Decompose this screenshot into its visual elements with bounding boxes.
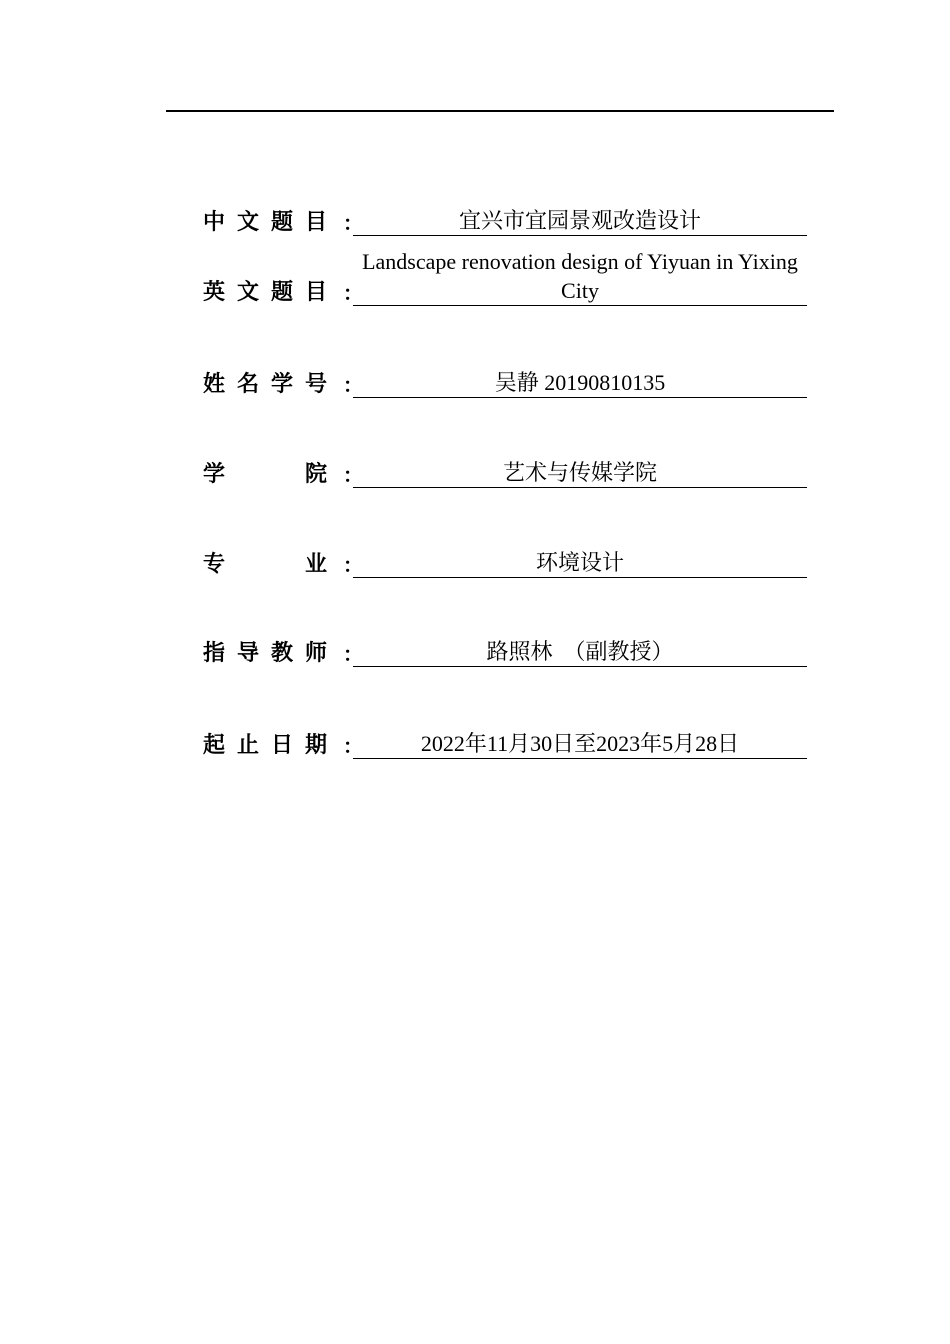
colon: ： [343,373,363,397]
english-title-label: 英文题目 [203,280,327,305]
name-id-row [203,338,807,398]
major-row [203,518,807,578]
advisor-label: 指导教师 [203,641,327,666]
college-row [203,428,807,488]
header-rule [166,110,834,112]
college-value: 艺术与传媒学院 [353,458,807,488]
major-label: 专业 [203,552,327,577]
colon: ： [343,463,363,487]
chinese-title-label: 中文题目 [203,210,327,235]
english-title-row [203,246,807,306]
dates-row [203,699,807,759]
dates-value: 2022年11月30日至2023年5月28日 [353,729,807,759]
major-value: 环境设计 [353,548,807,578]
colon: ： [343,553,363,577]
name-id-value: 吴静 20190810135 [353,368,807,398]
name-id-label: 姓名学号 [203,372,327,397]
chinese-title-row [203,176,807,236]
english-title-value: Landscape renovation design of Yiyuan in Yixing City [353,247,807,306]
college-label: 学院 [203,462,327,487]
dates-label: 起止日期 [203,733,327,758]
colon: ： [343,281,363,305]
colon: ： [343,211,363,235]
advisor-row [203,607,807,667]
colon: ： [343,734,363,758]
colon: ： [343,642,363,666]
chinese-title-value: 宜兴市宜园景观改造设计 [353,206,807,236]
advisor-value: 路照林 （副教授） [353,637,807,667]
